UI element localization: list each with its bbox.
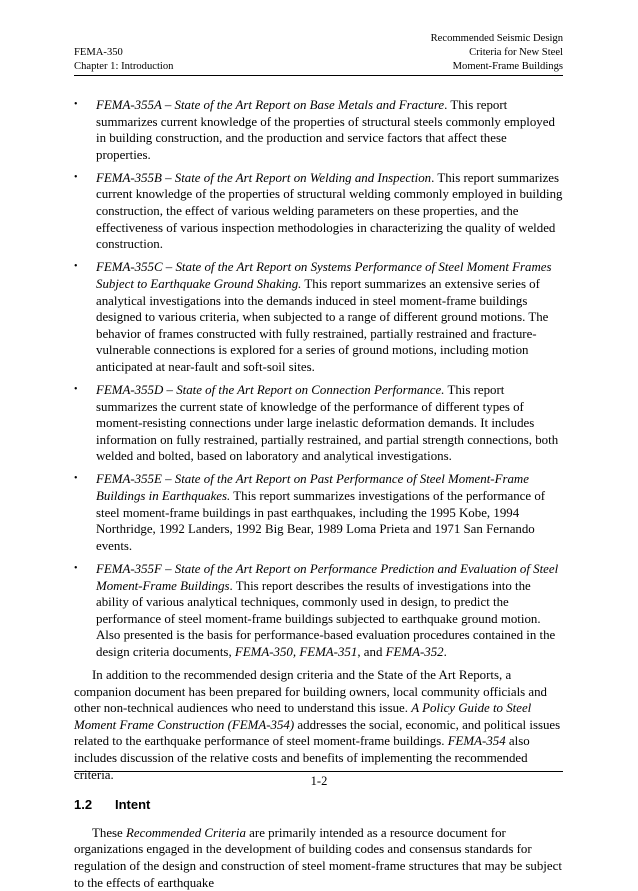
report-description: This report summarizes current knowledge of the properties of structural welding commonly employed in building construction, the effect of various welding parameters on these properties, and the effectiveness of various inspection methodologies in characterizing the quality of welded construction. — [96, 170, 563, 252]
report-description: This report summarizes an extensive series of analytical investigations into the demands induced in steel moment-frame buildings designed to various criteria, when subjected to a range of different ground motions. The behavior of frames constructed with fully restrained, partially restrained and fracture-vulnerable connections is explored for a series of ground motions, including motion anticipated at near-fault and soft-soil sites. — [96, 276, 549, 374]
header-title-line3: Moment-Frame Buildings — [452, 61, 563, 72]
header-title-line2: Criteria for New Steel — [469, 47, 563, 58]
report-description: This report describes the results of investigations into the ability of various analytical techniques, commonly used in design, to predict the performance of steel moment-frame buildings subjected to earthquake ground motion. Also presented is the basis for performance-based evaluation procedures contained in the design criteria documents, — [96, 578, 556, 659]
list-item-fema-355e — [74, 471, 563, 554]
report-description: This report summarizes current knowledge of the properties of structural steels commonly employed in building construction, and the production and service factors that affect these properties. — [96, 98, 555, 162]
report-description: This report summarizes investigations of the performance of steel moment-frame buildings in past earthquakes, including the 1995 Kobe, 1994 Northridge, 1992 Landers, 1992 Big Bear, 1989 Loma Prieta and 1971 San Fernando events. — [96, 489, 546, 553]
report-title: FEMA-355F – State of the Art Report on Performance Prediction and Evaluation of Steel Moment-Frame Buildings — [96, 561, 559, 593]
section-title: Intent — [115, 797, 151, 813]
bullet-icon: • — [74, 384, 78, 395]
bullet-icon: • — [74, 261, 78, 273]
document-reference: FEMA-352 — [385, 644, 444, 659]
list-item-fema-355f: • FEMA-355F – State of the Art Report on Performance Prediction and Evaluation of Steel Moment-Frame Buildings. This report describes the results of investigations into the ability of various analytical techniques, commonly used in design, to predict the performance of steel moment-frame buildings subjected to earthquake ground motion. Also presented is the basis for performance-based evaluation procedures contained in the design criteria documents, FEMA-350, FEMA-351, and FEMA-352. — [74, 561, 559, 659]
report-title: FEMA-355E – State of the Art Report on Past Performance of Steel Moment-Frame Buildings in Earthquakes. — [96, 472, 529, 504]
page-number: 1-2 — [310, 774, 328, 788]
bullet-icon: • — [74, 473, 78, 485]
list-item-fema-355a: • FEMA-355A – State of the Art Report on Base Metals and Fracture. This report summarizes current knowledge of the properties of structural steels commonly employed in building construction, and the production and service factors that affect these properties. — [74, 98, 555, 162]
document-reference: FEMA-354 — [447, 734, 506, 749]
footer-rule — [74, 771, 563, 772]
report-title: FEMA-355D – State of the Art Report on Connection Performance. — [96, 383, 445, 397]
header-left — [74, 46, 173, 74]
bullet-icon: • — [74, 171, 78, 183]
bullet-icon: • — [74, 562, 78, 574]
list-item-fema-355b: • FEMA-355B – State of the Art Report on Welding and Inspection. This report summarizes current knowledge of the properties of structural welding commonly employed in building construction, the effect of various welding parameters on these properties, and the effectiveness of various inspection methodologies in characterizing the quality of welded construction. — [74, 170, 563, 252]
header-rule — [74, 75, 563, 76]
header-title-line1: Recommended Seismic Design — [430, 33, 563, 44]
report-description: This report summarizes the current state of knowledge of the performance of different types of moment-resisting connections under large inelastic deformation demands. It includes information on fully restrained, partially restrained, and partial strength connections, both welded and bolted, based on laboratory and analytical investigations. — [96, 383, 559, 464]
list-item-fema-355d — [74, 382, 563, 465]
document-reference: FEMA-350, FEMA-351 — [234, 644, 358, 659]
section-number: 1.2 — [74, 797, 93, 813]
header-chapter: Chapter 1: Introduction — [74, 61, 174, 72]
header-right — [431, 32, 563, 74]
report-list — [74, 97, 563, 661]
companion-paragraph: In addition to the recommended design criteria and the State of the Art Reports, a companion document has been prepared for building owners, local community officials and other non-technical audiences who need to understand this issue. A Policy Guide to Steel Moment Frame Construction (FEMA-354) addresses the social, economic, and political issues related to the earthquake performance of steel moment-frame buildings. FEMA-354 also includes discussion of the relative costs and benefits of implementing the recommended criteria. — [74, 668, 561, 782]
report-title: FEMA-355C – State of the Art Report on Systems Performance of Steel Moment Frames Subject to Earthquake Ground Shaking. — [96, 260, 552, 291]
report-title: FEMA-355A – State of the Art Report on Base Metals and Fracture — [96, 98, 445, 112]
section-heading — [74, 797, 563, 814]
bullet-icon: • — [74, 99, 78, 110]
list-item-fema-355c — [74, 259, 563, 375]
intent-paragraph: These Recommended Criteria are primarily intended as a resource document for organizations engaged in the development of building codes and consensus standards for regulation of the design and construction of steel moment-frame structures that may be subject to the effects of earthquake — [74, 825, 562, 890]
header-doc-id: FEMA-350 — [74, 47, 123, 58]
policy-guide-title: A Policy Guide to Steel Moment Frame Construction (FEMA-354) — [74, 701, 532, 732]
report-title: FEMA-355B – State of the Art Report on Welding and Inspection — [96, 170, 432, 185]
recommended-criteria-term: Recommended Criteria — [126, 825, 246, 840]
